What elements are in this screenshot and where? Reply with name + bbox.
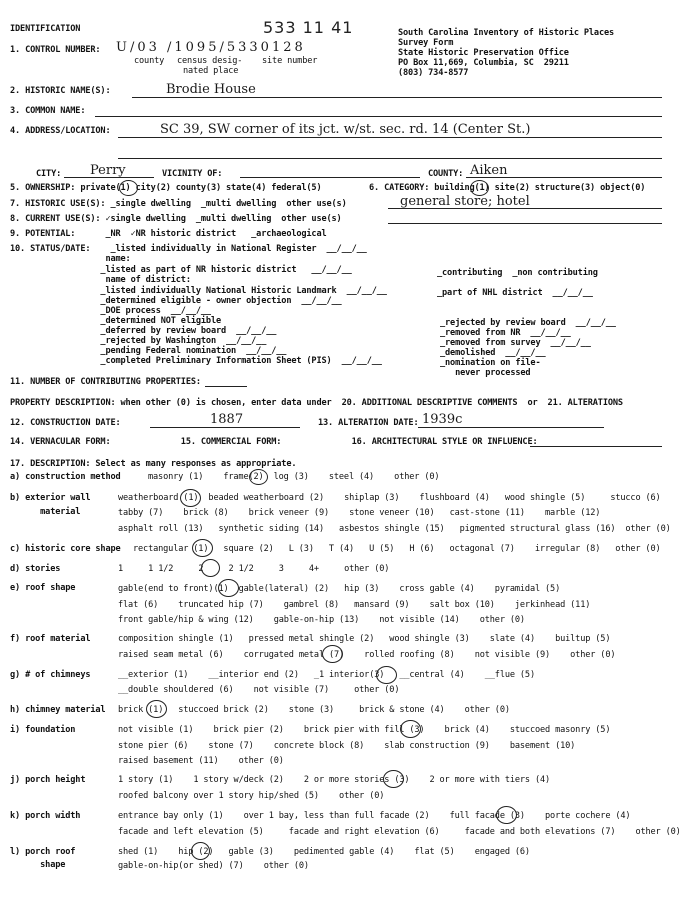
vicinity-line xyxy=(240,177,420,178)
status-line-0: 10. STATUS/DATE: _listed individually in National Register __/__/__ xyxy=(10,244,367,254)
style-line xyxy=(530,446,662,447)
agency-line-1: South Carolina Inventory of Historic Places xyxy=(398,28,615,38)
form-style-row: 14. VERNACULAR FORM: 15. COMMERCIAL FORM: 16. ARCHITECTURAL STYLE OR INFLUENCE: xyxy=(10,437,538,447)
circle-e xyxy=(218,579,239,597)
historic-name-line xyxy=(132,97,662,98)
a-label: a) construction method xyxy=(10,472,121,482)
b-options-3: asphalt roll (13) synthetic siding (14) asbestos shingle (15) pigmented structural glass (16) other (0) xyxy=(118,524,671,534)
city-value: Perry xyxy=(90,163,126,178)
status-right-4: _removed from survey __/__/__ xyxy=(440,338,591,348)
address-label: 4. ADDRESS/LOCATION: xyxy=(10,126,111,136)
current-use-row: 8. CURRENT USE(S): ✓single dwelling _multi dwelling other use(s) xyxy=(10,214,342,224)
j-options-2: roofed balcony over 1 story hip/shed (5) other (0) xyxy=(118,791,385,801)
circle-i xyxy=(400,720,421,738)
status-line-9: _rejected by Washington __/__/__ xyxy=(10,336,267,346)
address-line-2 xyxy=(118,158,662,159)
status-line-1: name: xyxy=(10,254,131,264)
status-right-1: _part of NHL district __/__/__ xyxy=(437,288,593,298)
common-name-label: 3. COMMON NAME: xyxy=(10,106,86,116)
description-heading: 17. DESCRIPTION: Select as many responses as appropriate. xyxy=(10,459,297,469)
circle-l xyxy=(191,842,210,860)
c-label: c) historic core shape xyxy=(10,544,121,554)
d-label: d) stories xyxy=(10,564,61,574)
status-line-2: _listed as part of NR historic district __/__/__ xyxy=(10,265,352,275)
historic-name-label: 2. HISTORIC NAME(S): xyxy=(10,86,111,96)
handwritten-file-number: 533 11 41 xyxy=(263,18,354,37)
status-right-6: _nomination on file- xyxy=(440,358,541,368)
agency-line-4: PO Box 11,669, Columbia, SC 29211 xyxy=(398,58,569,68)
contributing-line xyxy=(205,386,247,387)
l-options-2: gable-on-hip(or shed) (7) other (0) xyxy=(118,861,309,871)
control-number-label: 1. CONTROL NUMBER: xyxy=(10,45,101,55)
identification-heading: IDENTIFICATION xyxy=(10,24,81,34)
historic-use-value: general store; hotel xyxy=(400,194,530,209)
c-options: rectangular (1) square (2) L (3) T (4) U (5) H (6) octagonal (7) irregular (8) other (0) xyxy=(133,544,661,554)
circle-a xyxy=(249,469,268,485)
status-right-2: _rejected by review board __/__/__ xyxy=(440,318,616,328)
ownership-row: 5. OWNERSHIP: private(1) city(2) county(3) state(4) federal(5) xyxy=(10,183,322,193)
e-label: e) roof shape xyxy=(10,583,76,593)
circle-g xyxy=(376,666,397,684)
g-options-1: __exterior (1) __interior end (2) _1 interior(3) __central (4) __flue (5) xyxy=(118,670,535,680)
agency-line-2: Survey Form xyxy=(398,38,454,48)
census-caption: census desig- xyxy=(177,56,243,66)
circle-c xyxy=(192,539,213,557)
status-line-11: _completed Preliminary Information Sheet (PIS) __/__/__ xyxy=(10,356,382,366)
property-description-note: PROPERTY DESCRIPTION: when other (0) is chosen, enter data under 20. ADDITIONAL DESCRIPTIVE COMMENTS or 21. ALTERATIONS xyxy=(10,398,623,408)
status-right-3: _removed from NR __/__/__ xyxy=(440,328,571,338)
circle-h xyxy=(146,700,167,718)
city-line xyxy=(64,177,154,178)
b-options-2: tabby (7) brick (8) brick veneer (9) stone veneer (10) cast-stone (11) marble (12) xyxy=(118,508,601,518)
county-caption: county xyxy=(134,56,165,66)
census-caption-2: nated place xyxy=(183,66,239,76)
control-number-value: U/03 /1095/5330128 xyxy=(116,40,306,55)
construction-date-value: 1887 xyxy=(210,412,244,427)
status-line-6: _DOE process __/__/__ xyxy=(10,306,211,316)
county-value: Aiken xyxy=(470,163,508,178)
f-label: f) roof material xyxy=(10,634,91,644)
status-right-7: never processed xyxy=(440,368,531,378)
contributing-label: 11. NUMBER OF CONTRIBUTING PROPERTIES: xyxy=(10,377,201,387)
b-label-2: material xyxy=(10,507,81,517)
e-options-3: front gable/hip & wing (12) gable-on-hip (13) not visible (14) other (0) xyxy=(118,615,525,625)
address-line xyxy=(118,137,662,138)
l-label: l) porch roof xyxy=(10,847,76,857)
k-options-1: entrance bay only (1) over 1 bay, less than full facade (2) full facade (3) porte cochere (4) xyxy=(118,811,631,821)
status-line-7: _determined NOT eligible xyxy=(10,316,222,326)
potential-row: 9. POTENTIAL: _NR ✓NR historic district _archaeological xyxy=(10,229,327,239)
historic-use-row: 7. HISTORIC USE(S): _single dwelling _multi dwelling other use(s) xyxy=(10,199,347,209)
alteration-date-line xyxy=(418,427,604,428)
county-label: COUNTY: xyxy=(428,169,464,179)
d-options: 1 1 1/2 2 2 1/2 3 4+ other (0) xyxy=(118,564,390,574)
a-options: masonry (1) frame(2) log (3) steel (4) other (0) xyxy=(148,472,440,482)
j-label: j) porch height xyxy=(10,775,86,785)
e-options-2: flat (6) truncated hip (7) gambrel (8) mansard (9) salt box (10) jerkinhead (11) xyxy=(118,600,591,610)
address-value: SC 39, SW corner of its jct. w/st. sec. rd. 14 (Center St.) xyxy=(160,122,531,137)
alteration-date-value: 1939c xyxy=(422,412,463,427)
agency-line-5: (803) 734-8577 xyxy=(398,68,469,78)
g-label: g) # of chimneys xyxy=(10,670,91,680)
b-label: b) exterior wall xyxy=(10,493,91,503)
i-options-3: raised basement (11) other (0) xyxy=(118,756,284,766)
circle-ownership xyxy=(119,180,138,196)
county-line xyxy=(466,177,662,178)
circle-b xyxy=(180,489,201,507)
circle-d xyxy=(201,559,220,577)
j-options-1: 1 story (1) 1 story w/deck (2) 2 or more stories (3) 2 or more with tiers (4) xyxy=(118,775,551,785)
i-options-2: stone pier (6) stone (7) concrete block (8) slab construction (9) basement (10) xyxy=(118,741,576,751)
f-options-1: composition shingle (1) pressed metal shingle (2) wood shingle (3) slate (4) builtup (5) xyxy=(118,634,611,644)
circle-j xyxy=(383,770,404,788)
l-options-1: shed (1) hip (2) gable (3) pedimented gable (4) flat (5) engaged (6) xyxy=(118,847,530,857)
e-options-1: gable(end to front)(1) gable(lateral) (2) hip (3) cross gable (4) pyramidal (5) xyxy=(118,584,561,594)
category-row: 6. CATEGORY: building(1) site(2) structure(3) object(0) xyxy=(369,183,646,193)
historic-use-line xyxy=(388,208,662,209)
status-right-0: _contributing _non contributing xyxy=(437,268,598,278)
h-label: h) chimney material xyxy=(10,705,106,715)
k-label: k) porch width xyxy=(10,811,81,821)
status-line-10: _pending Federal nomination __/__/__ xyxy=(10,346,287,356)
k-options-2: facade and left elevation (5) facade and right elevation (6) facade and both elevations (7) other (0) xyxy=(118,827,681,837)
circle-f xyxy=(322,645,343,663)
current-use-line xyxy=(388,223,662,224)
historic-name-value: Brodie House xyxy=(166,82,256,97)
b-options-1: weatherboard (1) beaded weatherboard (2) shiplap (3) flushboard (4) wood shingle (5) stucco (6) xyxy=(118,493,661,503)
agency-line-3: State Historic Preservation Office xyxy=(398,48,569,58)
i-label: i) foundation xyxy=(10,725,76,735)
site-number-caption: site number xyxy=(262,56,318,66)
f-options-2: raised seam metal (6) corrugated metal (7) rolled roofing (8) not visible (9) other (0) xyxy=(118,650,616,660)
status-line-5: _determined eligible - owner objection __/__/__ xyxy=(10,296,342,306)
status-line-3: name of district: xyxy=(10,275,191,285)
construction-date-line xyxy=(150,427,300,428)
g-options-2: __double shouldered (6) not visible (7) other (0) xyxy=(118,685,400,695)
city-label: CITY: xyxy=(36,169,62,179)
common-name-line xyxy=(95,116,662,117)
construction-date-label: 12. CONSTRUCTION DATE: xyxy=(10,418,121,428)
circle-k xyxy=(496,806,517,824)
alteration-date-label: 13. ALTERATION DATE: xyxy=(318,418,419,428)
vicinity-label: VICINITY OF: xyxy=(162,169,223,179)
status-right-5: _demolished __/__/__ xyxy=(440,348,546,358)
status-line-8: _deferred by review board __/__/__ xyxy=(10,326,277,336)
i-options-1: not visible (1) brick pier (2) brick pier with fill (3) brick (4) stuccoed masonry (5) xyxy=(118,725,611,735)
status-line-4: _listed individually National Historic Landmark __/__/__ xyxy=(10,286,387,296)
h-options: brick (1) stuccoed brick (2) stone (3) brick & stone (4) other (0) xyxy=(118,705,510,715)
l-label-2: shape xyxy=(10,860,66,870)
